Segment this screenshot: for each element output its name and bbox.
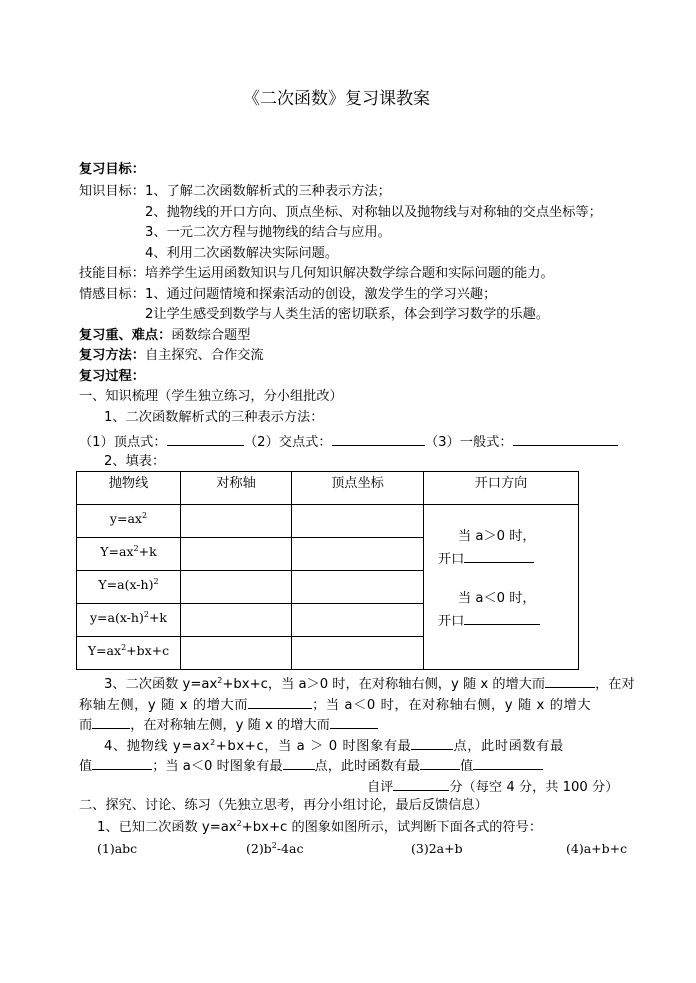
open-pos-cond: 当 a＞0 时， xyxy=(458,529,536,544)
process-heading: 复习过程： xyxy=(79,369,145,384)
goals-heading: 复习目标： xyxy=(79,162,145,177)
header-opening: 开口方向 xyxy=(474,476,528,491)
knowledge-item-4: 4、利用二次函数解决实际问题。 xyxy=(145,246,339,261)
header-parabola: 抛物线 xyxy=(108,476,149,491)
table-row: $y=ax^2$ xyxy=(109,511,148,526)
focus-text: 函数综合题型 xyxy=(171,328,251,343)
part1-q4-line2: 值 ；当 a＜0 时图象有最 点，此时函数有最 值 xyxy=(79,757,543,775)
q3-blank-2[interactable] xyxy=(248,696,312,709)
score-blank[interactable] xyxy=(393,778,449,791)
open-pos-line: 开口 xyxy=(438,550,534,568)
option-2: $(2)b^2-4ac$ xyxy=(246,841,304,856)
skill-goal: 技能目标：培养学生运用函数知识与几何知识解决数学综合题和实际问题的能力。 xyxy=(79,266,554,281)
vertex-blank[interactable] xyxy=(167,433,244,446)
q4-blank-1[interactable] xyxy=(411,737,453,750)
table-row: $Y=ax^2+k$ xyxy=(100,544,157,559)
part1-q1: 1、二次函数解析式的三种表示方法： xyxy=(104,410,324,425)
header-vertex: 顶点坐标 xyxy=(331,476,384,491)
knowledge-item-1: 1、了解二次函数解析式的三种表示方法； xyxy=(145,184,391,199)
knowledge-item-2: 2、抛物线的开口方向、顶点坐标、对称轴以及抛物线与对称轴的交点坐标等； xyxy=(145,205,602,220)
part1-q3-line3: 而 ，在对称轴左侧，y 随 x 的增大而 xyxy=(79,716,378,734)
part1-q2: 2、填表： xyxy=(104,454,166,469)
form-intercept xyxy=(244,433,425,451)
part1-q4-line1: 4、抛物线 $y=ax^2+bx+c$，当 a ＞ 0 时图象有最 点，此时函数有最 xyxy=(104,738,564,754)
q3-blank-1[interactable] xyxy=(545,675,595,688)
table-row: $y=a(x-h)^2+k$ xyxy=(89,610,167,625)
form-general xyxy=(425,433,618,451)
emotion-label: 情感目标： xyxy=(79,287,145,302)
form-vertex-label: （1）顶点式： xyxy=(79,435,167,450)
part1-heading: 一、知识梳理（学生独立练习，分小组批改） xyxy=(79,389,343,404)
table-row: $Y=a(x-h)^2$ xyxy=(98,577,159,592)
q3-blank-4[interactable] xyxy=(330,716,378,729)
open-neg-cond: 当 a＜0 时， xyxy=(458,591,536,606)
option-4: (4)a+b+c xyxy=(566,841,628,856)
focus-label: 复习重、难点： xyxy=(79,328,172,343)
open-neg-blank[interactable] xyxy=(464,612,540,625)
method-label: 复习方法： xyxy=(79,348,145,363)
focus-line xyxy=(79,328,250,344)
header-axis: 对称轴 xyxy=(216,476,256,491)
form-general-label: （3）一般式： xyxy=(425,435,513,450)
open-neg-line: 开口 xyxy=(438,612,540,630)
option-1: (1)abc xyxy=(97,841,138,856)
general-blank[interactable] xyxy=(513,433,618,446)
q4-blank-4[interactable] xyxy=(420,757,460,770)
knowledge-label: 知识目标： xyxy=(79,184,145,199)
intercept-blank[interactable] xyxy=(332,433,425,446)
method-text: 自主探究、合作交流 xyxy=(144,348,264,363)
knowledge-item-3: 3、一元二次方程与抛物线的结合与应用。 xyxy=(145,225,391,240)
part1-q3-line1: 3、二次函数 $y=ax^2+bx+c$，当 a＞0 时，在对称轴右侧，y 随 x 的增大而 ，在对 xyxy=(104,676,635,692)
q4-blank-2[interactable] xyxy=(92,757,152,770)
table-row: $Y=ax^2+bx+c$ xyxy=(87,643,170,658)
part1-q3-line2: 称轴左侧，y 随 x 的增大而 ；当 a＜0 时，在对称轴右侧，y 随 x 的增大 xyxy=(79,698,592,713)
form-vertex xyxy=(79,433,244,451)
open-pos-blank[interactable] xyxy=(464,550,534,563)
page-title: 《二次函数》复习课教案 xyxy=(243,89,430,109)
form-intercept-label: （2）交点式： xyxy=(244,435,332,450)
part2-heading: 二、探究、讨论、练习（先独立思考，再分小组讨论，最后反馈信息） xyxy=(79,798,488,813)
q4-blank-3[interactable] xyxy=(283,757,315,770)
method-line xyxy=(79,348,264,364)
q4-blank-5[interactable] xyxy=(473,757,543,770)
emotion-item-2: 2让学生感受到数学与人类生活的密切联系，体会到学习数学的乐趣。 xyxy=(145,307,550,322)
emotion-item-1: 1、通过问题情境和探索活动的创设，激发学生的学习兴趣； xyxy=(145,287,497,302)
self-evaluation: 自评 分（每空 4 分，共 100 分） xyxy=(367,780,619,795)
option-3: (3)2a+b xyxy=(411,841,463,856)
q3-blank-3[interactable] xyxy=(92,716,130,729)
part2-q1: 1、已知二次函数 $y=ax^2+bx+c$ 的图象如图所示，试判断下面各式的符号： xyxy=(97,819,543,835)
